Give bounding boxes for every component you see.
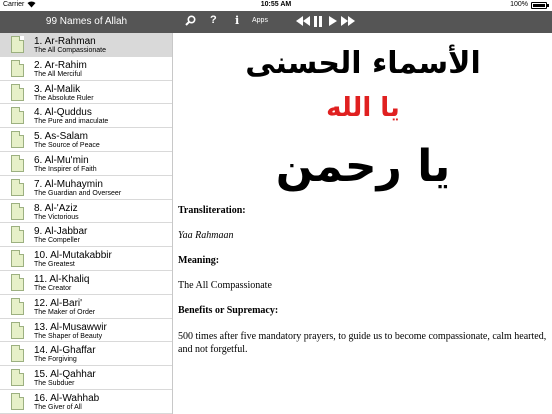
- list-item[interactable]: [0, 247, 172, 271]
- calligraphy-ya-rahman: يا رحمن: [275, 141, 451, 192]
- document-icon: [11, 107, 24, 124]
- list-item-name: 5. As-Salam: [34, 131, 88, 143]
- calligraphy-asma-ul-husna: الأسماء الحسنى: [245, 46, 481, 81]
- benefits-value: 500 times after five mandatory prayers, to guide us to become compassionate, calm hearted, and not forgetful.: [178, 331, 547, 355]
- list-item-name: 3. Al-Malik: [34, 83, 81, 95]
- info-button[interactable]: i: [235, 14, 240, 27]
- list-item-meaning: The Creator: [34, 284, 72, 292]
- status-time: 10:55 AM: [260, 1, 292, 8]
- benefits-label: Benefits or Supremacy:: [178, 305, 279, 316]
- battery-percent: 100%: [510, 1, 528, 8]
- list-item-meaning: The All Merciful: [34, 70, 82, 78]
- rewind-icon[interactable]: [296, 16, 310, 26]
- list-item[interactable]: [0, 271, 172, 295]
- document-icon: [11, 298, 24, 315]
- list-item-meaning: The Guardian and Overseer: [34, 189, 122, 197]
- app-title: 99 Names of Allah: [45, 16, 128, 27]
- list-item[interactable]: [0, 295, 172, 319]
- list-item[interactable]: [0, 128, 172, 152]
- list-item-name: 7. Al-Muhaymin: [34, 178, 103, 190]
- document-icon: [11, 179, 24, 196]
- carrier-label: Carrier: [3, 1, 25, 8]
- list-item[interactable]: [0, 366, 172, 390]
- nav-bar: [0, 11, 552, 33]
- meaning-label: Meaning:: [178, 255, 220, 266]
- list-item-meaning: The Compeller: [34, 237, 80, 245]
- play-icon[interactable]: [329, 16, 337, 26]
- document-icon: [11, 155, 24, 172]
- list-item-name: 9. Al-Jabbar: [34, 226, 88, 238]
- list-item[interactable]: [0, 33, 172, 57]
- document-icon: [11, 84, 24, 101]
- list-item[interactable]: [0, 57, 172, 81]
- list-item[interactable]: [0, 81, 172, 105]
- list-item[interactable]: [0, 342, 172, 366]
- document-icon: [11, 393, 24, 410]
- list-item[interactable]: [0, 319, 172, 343]
- status-bar: [0, 0, 552, 11]
- detail-content: [178, 205, 550, 356]
- list-item-meaning: The Forgiving: [34, 356, 77, 364]
- pause-icon[interactable]: [313, 16, 323, 27]
- list-item[interactable]: [0, 104, 172, 128]
- list-item[interactable]: [0, 223, 172, 247]
- document-icon: [11, 345, 24, 362]
- calligraphy-ya-allah: يا الله: [326, 93, 400, 123]
- list-item-name: 10. Al-Mutakabbir: [34, 250, 112, 262]
- list-item-meaning: The Giver of All: [34, 403, 82, 411]
- list-item-name: 12. Al-Bari': [34, 297, 83, 309]
- document-icon: [11, 250, 24, 267]
- names-list[interactable]: [0, 33, 173, 414]
- meaning-value: The All Compassionate: [178, 280, 272, 291]
- document-icon: [11, 36, 24, 53]
- help-button[interactable]: ?: [210, 14, 217, 26]
- list-item-meaning: The Victorious: [34, 213, 79, 221]
- document-icon: [11, 274, 24, 291]
- document-icon: [11, 369, 24, 386]
- list-item-meaning: The Pure and imaculate: [34, 118, 109, 126]
- list-item-meaning: The Maker of Order: [34, 308, 96, 316]
- list-item-meaning: The Greatest: [34, 261, 75, 269]
- transliteration-label: Transliteration:: [178, 205, 246, 216]
- battery-icon: [531, 2, 547, 9]
- document-icon: [11, 203, 24, 220]
- list-item-name: 11. Al-Khaliq: [34, 273, 90, 285]
- list-item-meaning: The Inspirer of Faith: [34, 165, 97, 173]
- document-icon: [11, 226, 24, 243]
- list-item[interactable]: [0, 200, 172, 224]
- document-icon: [11, 131, 24, 148]
- list-item-name: 4. Al-Quddus: [34, 107, 92, 119]
- list-item-name: 8. Al-'Aziz: [34, 202, 78, 214]
- list-item-meaning: The Source of Peace: [34, 142, 100, 150]
- search-icon[interactable]: [185, 15, 196, 26]
- list-item-name: 6. Al-Mu'min: [34, 154, 89, 166]
- arabic-calligraphy: [174, 33, 552, 203]
- list-item-meaning: The Subduer: [34, 380, 75, 388]
- apps-button[interactable]: Apps: [252, 17, 268, 24]
- list-item-meaning: The Shaper of Beauty: [34, 332, 103, 340]
- list-item-name: 2. Ar-Rahim: [34, 59, 87, 71]
- list-item-name: 13. Al-Musawwir: [34, 321, 107, 333]
- document-icon: [11, 322, 24, 339]
- list-item[interactable]: [0, 176, 172, 200]
- list-item[interactable]: [0, 152, 172, 176]
- list-item-name: 16. Al-Wahhab: [34, 392, 100, 404]
- list-item-name: 15. Al-Qahhar: [34, 369, 96, 381]
- list-item[interactable]: [0, 390, 172, 414]
- list-item-meaning: The All Compassionate: [34, 47, 106, 54]
- fast-forward-icon[interactable]: [341, 16, 355, 26]
- list-item-meaning: The Absolute Ruler: [34, 94, 94, 102]
- detail-pane: [174, 33, 552, 414]
- list-item-name: 1. Ar-Rahman: [34, 36, 96, 47]
- document-icon: [11, 60, 24, 77]
- transliteration-value: Yaa Rahmaan: [178, 230, 234, 241]
- list-item-name: 14. Al-Ghaffar: [34, 345, 96, 357]
